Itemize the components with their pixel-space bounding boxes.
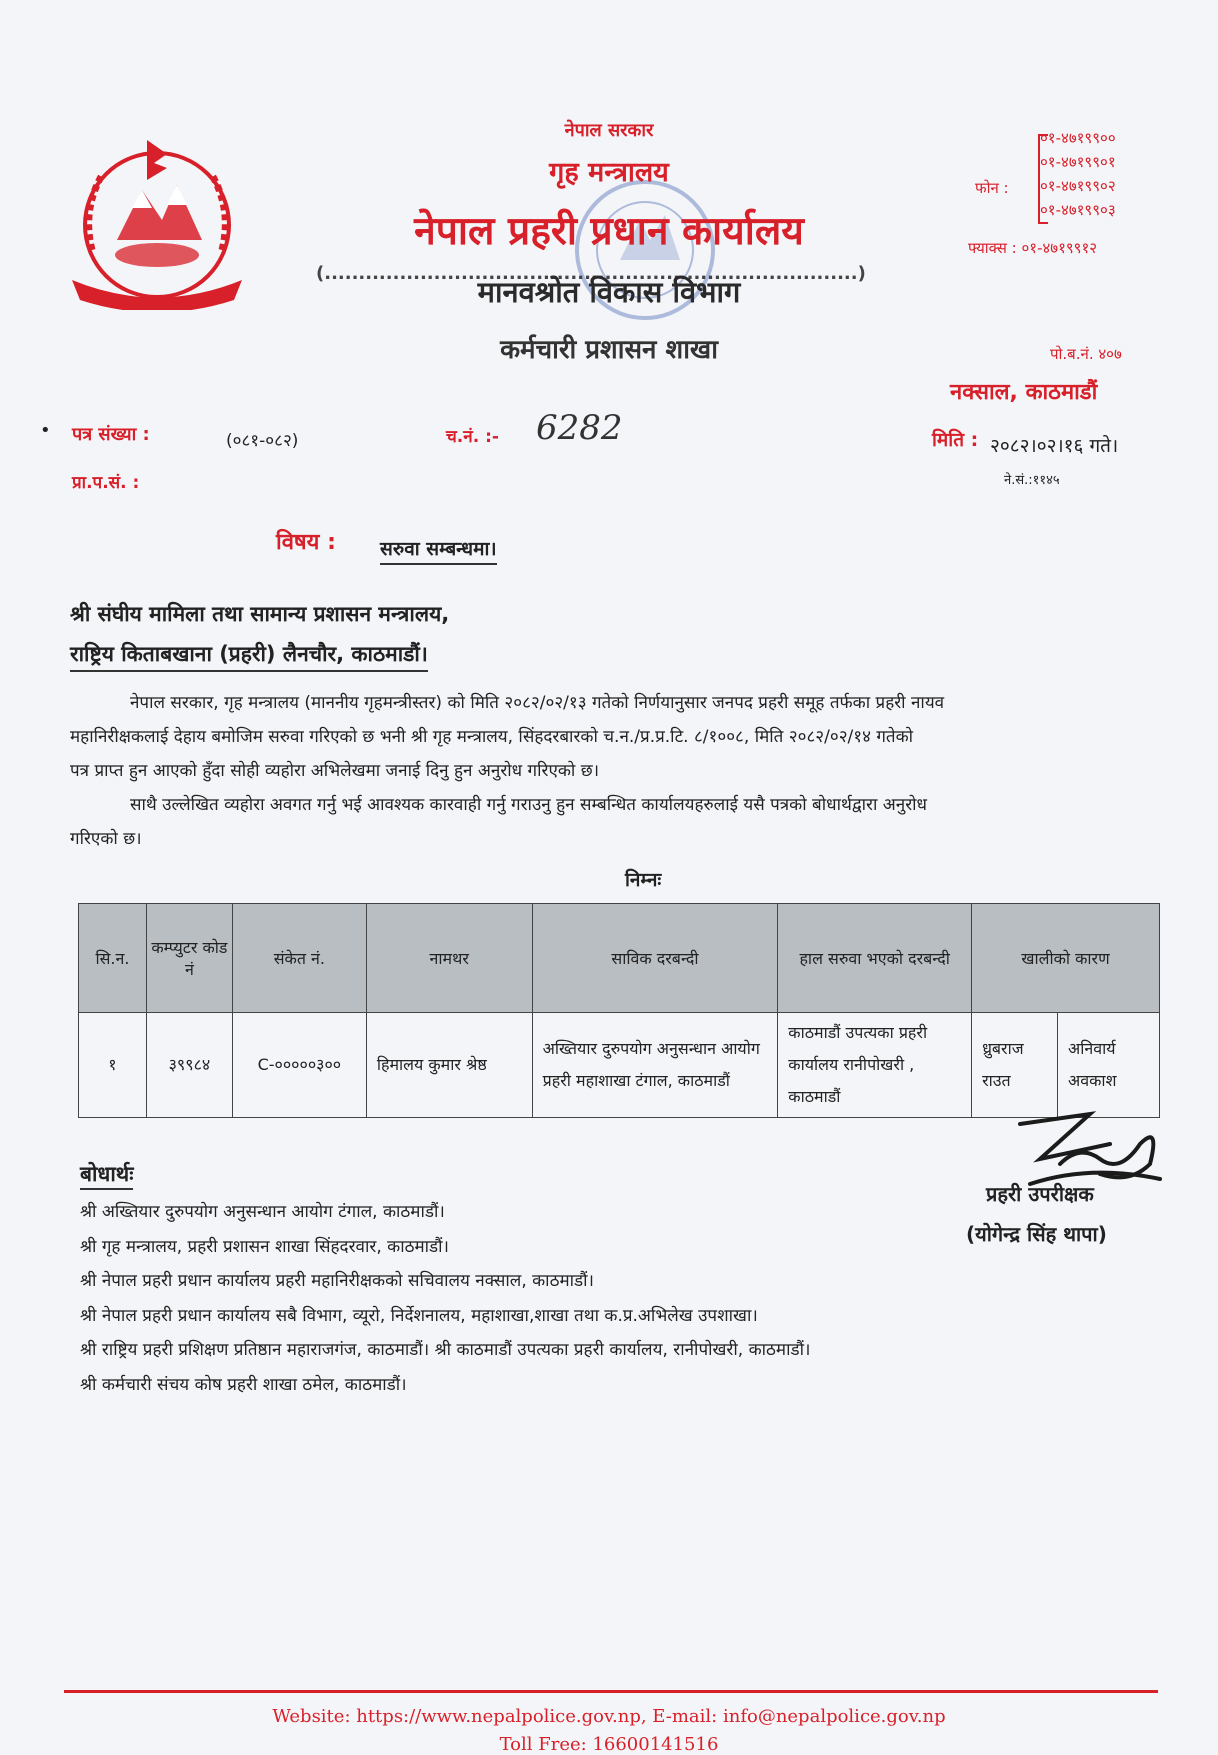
body-line: नेपाल सरकार, गृह मन्त्रालय (माननीय गृहमन्त्रीस्तर) को मिति २०८२/०२/१३ गतेको निर्णयानुसार जनपद प्रहरी समूह तर्फका प्रहरी नायव	[130, 693, 945, 713]
list-item: श्री राष्ट्रिय प्रहरी प्रशिक्षण प्रतिष्ठान महाराजगंज, काठमाडौं। श्री काठमाडौं उपत्यका प्रहरी कार्यालय, रानीपोखरी, काठमाडौं।	[80, 1340, 811, 1360]
subject-label: विषय :	[276, 530, 336, 555]
cell-sn: १	[79, 1013, 147, 1118]
subject-text: सरुवा सम्बन्धमा।	[380, 535, 497, 565]
cell-symbol-no: C-०००००३००	[232, 1013, 366, 1118]
branch-title: कर्मचारी प्रशासन शाखा	[500, 335, 718, 365]
col-header-new-post: हाल सरुवा भएको दरबन्दी	[778, 904, 972, 1013]
footer-contact: Website: https://www.nepalpolice.gov.np, E-mail: info@nepalpolice.gov.np	[272, 1706, 946, 1727]
ref-label: प्रा.प.सं. :	[72, 473, 140, 493]
addressee-line-2: राष्ट्रिय किताबखाना (प्रहरी) लैनचौर, काठमाडौं।	[70, 640, 428, 672]
below-label: निम्नः	[625, 869, 662, 891]
cell-previous-post: अख्तियार दुरुपयोग अनुसन्धान आयोग प्रहरी महाशाखा टंगाल, काठमाडौं	[532, 1013, 778, 1118]
col-header-previous-post: साविक दरबन्दी	[532, 904, 778, 1013]
list-item: श्री नेपाल प्रहरी प्रधान कार्यालय सबै विभाग, व्यूरो, निर्देशनालय, महाशाखा,शाखा तथा क.प्र.अभिलेख उपशाखा।	[80, 1305, 758, 1326]
list-item: श्री गृह मन्त्रालय, प्रहरी प्रशासन शाखा सिंहदरवार, काठमाडौं।	[80, 1236, 449, 1257]
body-line: गरिएको छ।	[70, 829, 142, 849]
col-header-name: नामथर	[366, 904, 532, 1013]
list-item: श्री अख्तियार दुरुपयोग अनुसन्धान आयोग टंगाल, काठमाडौं।	[80, 1202, 445, 1222]
list-item: श्री नेपाल प्रहरी प्रधान कार्यालय प्रहरी महानिरीक्षकको सचिवालय नक्साल, काठमाडौं।	[80, 1271, 594, 1291]
phone-number: ०१-४७१९९०२	[1040, 177, 1116, 195]
addressee-line-1: श्री संघीय मामिला तथा सामान्य प्रशासन मन्त्रालय,	[70, 602, 450, 626]
office-title: नेपाल प्रहरी प्रधान कार्यालय	[414, 209, 804, 254]
phone-number: ०१-४७१९९०१	[1040, 153, 1116, 171]
body-line: साथै उल्लेखित व्यहोरा अवगत गर्नु भई आवश्यक कारवाही गर्नु गराउनु हुन सम्बन्धित कार्यालयहरुलाई यसै पत्रको बोधार्थद्वारा अनुरोध	[130, 795, 928, 815]
cell-new-post: काठमाडौं उपत्यका प्रहरी कार्यालय रानीपोखरी , काठमाडौं	[778, 1013, 972, 1118]
footer-divider	[64, 1690, 1158, 1693]
phone-number: ०१-४७१९९०३	[1040, 201, 1116, 219]
dispatch-label: च.नं. :-	[446, 427, 499, 447]
cell-vacancy-reason: अनिवार्य अवकाश	[1058, 1013, 1160, 1118]
cell-vacancy-person: ध्रुबराज राउत	[972, 1013, 1058, 1118]
po-box: पो.ब.नं. ४०७	[1050, 345, 1122, 363]
letter-no: (०८१-०८२)	[226, 431, 299, 451]
ministry-title: गृह मन्त्रालय	[549, 157, 669, 188]
letter-body	[70, 686, 1170, 856]
col-header-sn: सि.न.	[79, 904, 147, 1013]
date-label: मिति :	[932, 429, 979, 451]
col-header-computer-code: कम्प्युटर कोड नं	[146, 904, 232, 1013]
government-title: नेपाल सरकार	[564, 120, 654, 141]
nepal-sambat: ने.सं.:११४५	[1004, 473, 1060, 488]
bodharth-heading: बोधार्थः	[80, 1160, 133, 1190]
date-value: २०८२।०२।१६ गते।	[990, 435, 1119, 457]
bullet-dot: •	[40, 420, 51, 441]
office-location: नक्साल, काठमाडौं	[950, 380, 1098, 405]
signatory-title: प्रहरी उपरीक्षक	[986, 1182, 1094, 1206]
footer-toll-free: Toll Free: 16600141516	[499, 1734, 719, 1755]
body-line: महानिरीक्षकलाई देहाय बमोजिम सरुवा गरिएको छ भनी श्री गृह मन्त्रालय, सिंहदरबारको च.न./प्र.प्र.टि. ८/१००८, मिति २०८२/०२/१४ गतेको	[70, 727, 914, 747]
fax-number: फ्याक्स : ०१-४७१९९१२	[968, 239, 1098, 257]
phone-number: ०१-४७१९९००	[1040, 129, 1116, 147]
bracket-open: (..............................................................................)	[316, 263, 866, 284]
col-header-vacancy-reason: खालीको कारण	[972, 904, 1160, 1013]
signatory-name: (योगेन्द्र सिंह थापा)	[966, 1222, 1107, 1246]
table-header-row	[79, 904, 1160, 1013]
cell-name: हिमालय कुमार श्रेष्ठ	[366, 1013, 532, 1118]
transfer-table	[78, 903, 1160, 1118]
letter-no-label: पत्र संख्या :	[72, 424, 150, 445]
department-title: मानवश्रोत विकास विभाग	[477, 275, 741, 309]
bodharth-list	[80, 1195, 1080, 1402]
phone-label: फोन :	[975, 179, 1009, 197]
col-header-symbol-no: संकेत नं.	[232, 904, 366, 1013]
list-item: श्री कर्मचारी संचय कोष प्रहरी शाखा ठमेल, काठमाडौं।	[80, 1374, 407, 1395]
body-line: पत्र प्राप्त हुन आएको हुँदा सोही व्यहोरा अभिलेखमा जनाई दिनु हुन अनुरोध गरिएको छ।	[70, 761, 600, 781]
table-row	[79, 1013, 1160, 1118]
cell-computer-code: ३९९८४	[146, 1013, 232, 1118]
phone-list	[1040, 126, 1116, 222]
dispatch-number: 6282	[536, 408, 623, 448]
